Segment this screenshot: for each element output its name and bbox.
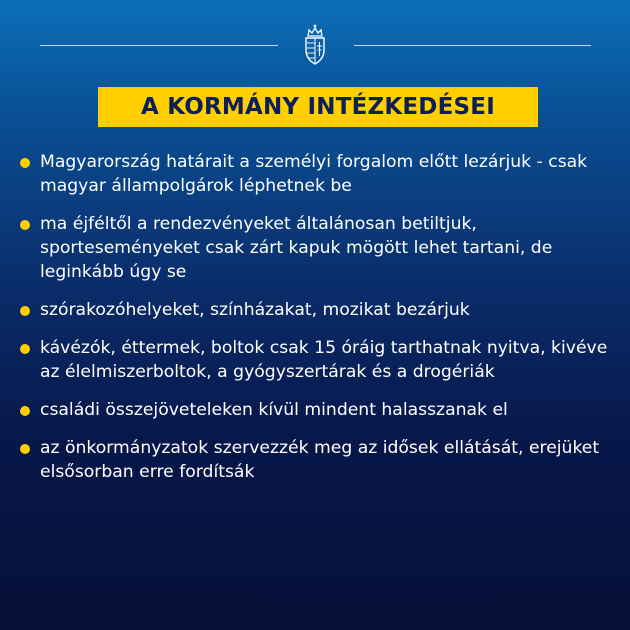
list-item [20, 298, 620, 322]
header [0, 24, 630, 74]
coat-of-arms-icon [301, 24, 329, 66]
measures-list [20, 150, 620, 498]
bullet-dot-icon [20, 220, 30, 230]
list-item-text: szórakozóhelyeket, színházakat, mozikat bezárjuk [40, 300, 470, 320]
list-item-text: családi összejöveteleken kívül mindent halasszanak el [40, 400, 508, 420]
list-item [20, 150, 620, 198]
list-item [20, 436, 620, 484]
list-item-text: Magyarország határait a személyi forgalom előtt lezárjuk - csak magyar állampolgárok léphetnek be [40, 152, 588, 196]
list-item [20, 212, 620, 284]
list-item-text: az önkormányzatok szervezzék meg az idősek ellátását, erejüket elsősorban erre fordítsák [40, 438, 600, 482]
bullet-dot-icon [20, 306, 30, 316]
list-item-text: kávézók, éttermek, boltok csak 15 óráig tarthatnak nyitva, kivéve az élelmiszerboltok, a gyógyszertárak és a drogériák [40, 338, 608, 382]
header-divider-left [40, 45, 278, 46]
title-banner [98, 87, 538, 127]
list-item [20, 398, 620, 422]
bullet-dot-icon [20, 444, 30, 454]
bullet-dot-icon [20, 158, 30, 168]
bullet-dot-icon [20, 344, 30, 354]
header-divider-right [354, 45, 591, 46]
bullet-dot-icon [20, 406, 30, 416]
list-item [20, 336, 620, 384]
list-item-text: ma éjféltől a rendezvényeket általánosan betiltjuk, sporteseményeket csak zárt kapuk mögött lehet tartani, de leginkább úgy se [40, 214, 553, 282]
page-title: A KORMÁNY INTÉZKEDÉSEI [141, 94, 495, 120]
